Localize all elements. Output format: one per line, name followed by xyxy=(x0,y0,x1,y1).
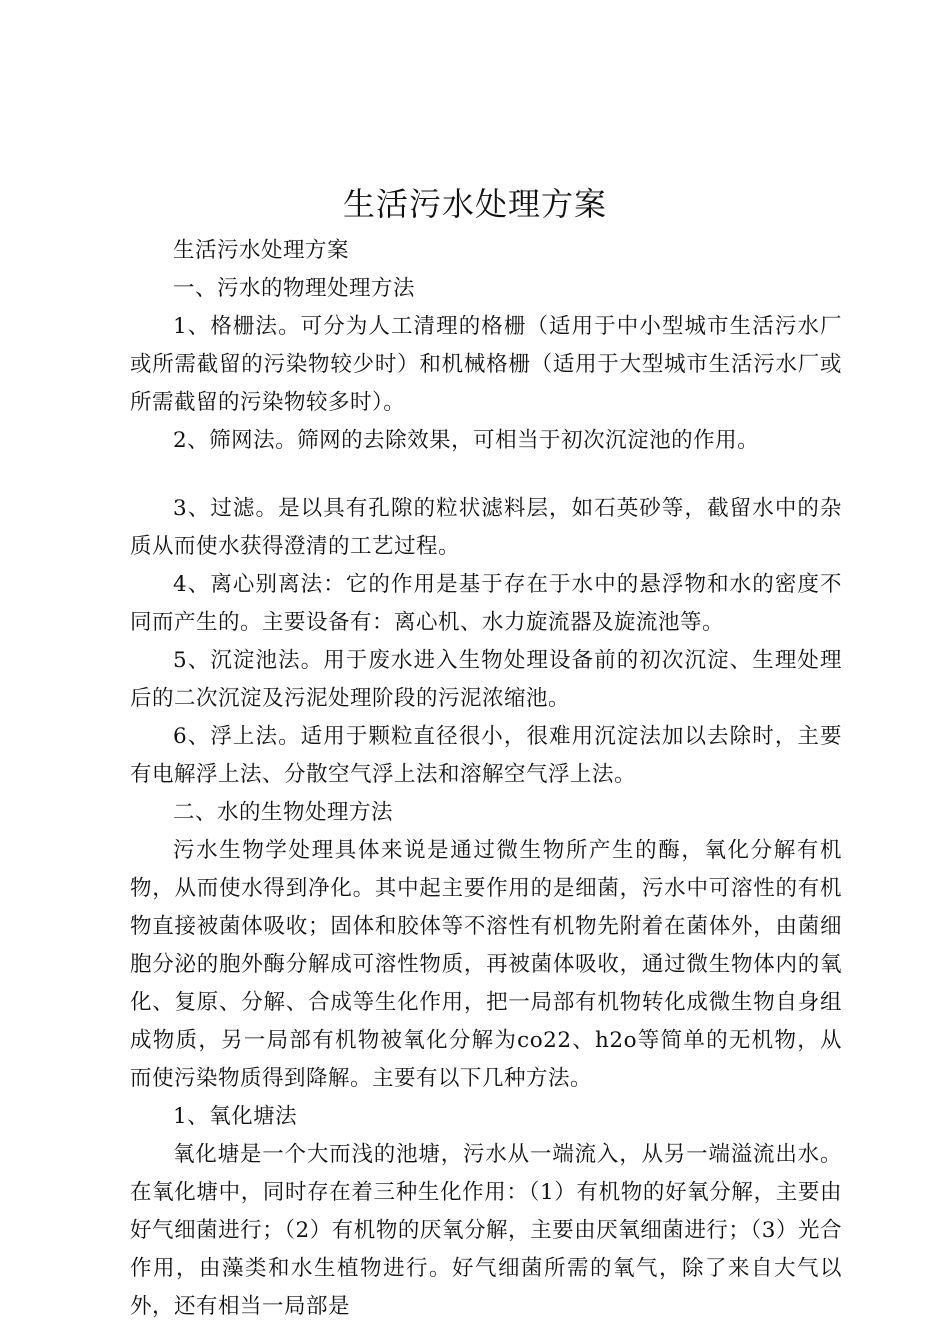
section-heading-physical: 一、污水的物理处理方法 xyxy=(173,276,416,301)
subheading-oxidation-pond: 1、氧化塘法 xyxy=(173,1104,298,1129)
paragraph-filtration: 3、过滤。是以具有孔隙的粒状滤料层，如石英砂等，截留水中的杂质从而使水获得澄清的工艺过程。 xyxy=(130,496,842,559)
paragraph-subtitle: 生活污水处理方案 xyxy=(173,238,350,263)
document-title: 生活污水处理方案 xyxy=(342,185,607,223)
section-heading-biological: 二、水的生物处理方法 xyxy=(173,800,394,825)
paragraph-sedimentation-tank: 5、沉淀池法。用于废水进入生物处理设备前的初次沉淀、生理处理后的二次沉淀及污泥处理阶段的污泥浓缩池。 xyxy=(130,648,842,711)
paragraph-biological-intro: 污水生物学处理具体来说是通过微生物所产生的酶，氧化分解有机物，从而使水得到净化。其中起主要作用的是细菌，污水中可溶性的有机物直接被菌体吸收；固体和胶体等不溶性有机物先附着在菌体外，由菌细胞分泌的胞外酶分解成可溶性物质，再被菌体吸收，通过微生物体内的氧化、复原、分解、合成等生化作用，把一局部有机物转化成微生物自身组成物质，另一局部有机物被氧化分解为co22、h2o等简单的无机物，从而使污染物质得到降解。主要有以下几种方法。 xyxy=(130,838,842,1091)
paragraph-screen-method: 2、筛网法。筛网的去除效果，可相当于初次沉淀池的作用。 xyxy=(173,428,760,453)
document-body xyxy=(130,232,842,1326)
paragraph-flotation: 6、浮上法。适用于颗粒直径很小，很难用沉淀法加以去除时，主要有电解浮上法、分散空气浮上法和溶解空气浮上法。 xyxy=(130,724,842,787)
paragraph-centrifugal-separation: 4、离心别离法：它的作用是基于存在于水中的悬浮物和水的密度不同而产生的。主要设备有：离心机、水力旋流器及旋流池等。 xyxy=(130,572,842,635)
paragraph-oxidation-pond: 氧化塘是一个大而浅的池塘，污水从一端流入，从另一端溢流出水。在氧化塘中，同时存在着三种生化作用：（1）有机物的好氧分解，主要由好气细菌进行；（2）有机物的厌氧分解，主要由厌氧细菌进行；（3）光合作用，由藻类和水生植物进行。好气细菌所需的氧气，除了来自大气以外，还有相当一局部是 xyxy=(130,1142,842,1319)
paragraph-grille-method: 1、格栅法。可分为人工清理的格栅（适用于中小型城市生活污水厂或所需截留的污染物较少时）和机械格栅（适用于大型城市生活污水厂或所需截留的污染物较多时）。 xyxy=(130,314,842,415)
